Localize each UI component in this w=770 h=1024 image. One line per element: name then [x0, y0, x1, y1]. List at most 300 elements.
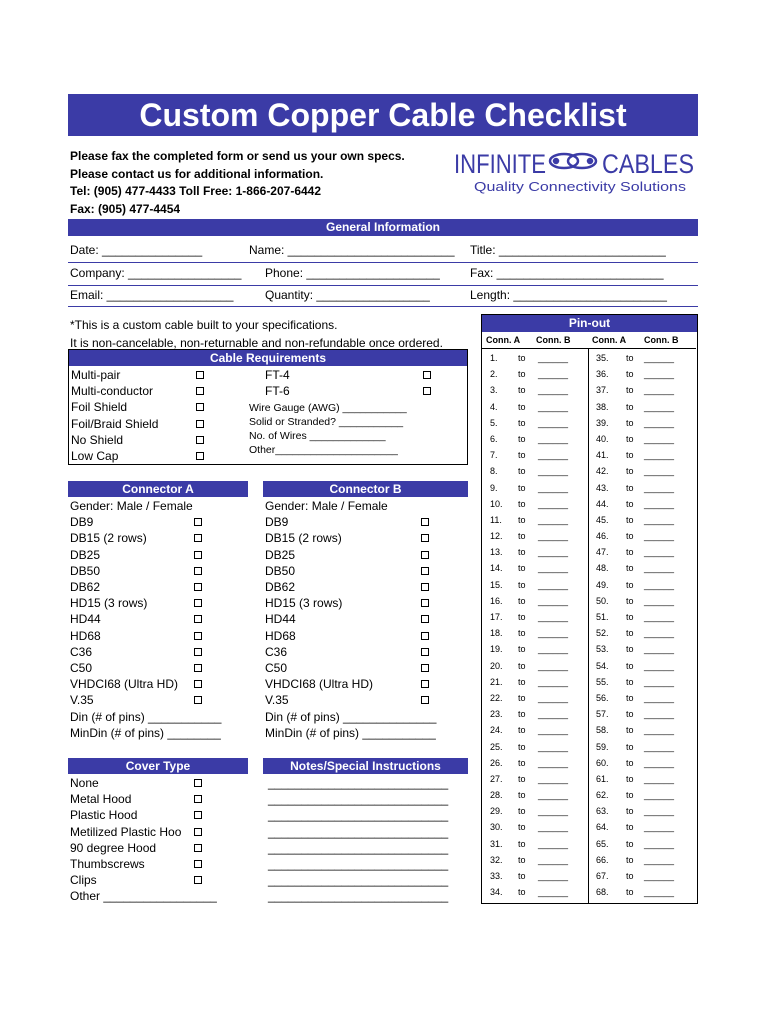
pin-number: 9.	[490, 482, 498, 493]
date-field[interactable]: Date: _______________	[70, 243, 203, 257]
pin-to-label: to	[518, 660, 526, 671]
checkbox[interactable]	[194, 860, 202, 868]
checkbox[interactable]	[423, 371, 431, 379]
pin-to-label: to	[626, 514, 634, 525]
checkbox[interactable]	[421, 664, 429, 672]
pin-conn-b-blank[interactable]: ______	[538, 498, 569, 509]
pin-to-label: to	[518, 595, 526, 606]
checkbox[interactable]	[194, 551, 202, 559]
pin-conn-b-blank[interactable]: ______	[644, 450, 675, 461]
pin-to-label: to	[518, 482, 526, 493]
pin-to-label: to	[518, 417, 526, 428]
checkbox[interactable]	[194, 680, 202, 688]
pin-conn-b-blank[interactable]: ______	[644, 628, 675, 639]
pin-conn-b-blank[interactable]: ______	[644, 433, 675, 444]
pinout-row	[482, 852, 696, 868]
pin-conn-b-blank[interactable]: ______	[538, 790, 569, 801]
item-label: Foil/Braid Shield	[71, 416, 159, 431]
checklist-item	[70, 692, 204, 708]
checklist-item	[70, 791, 204, 807]
pin-conn-b-blank[interactable]: ______	[538, 353, 569, 363]
item-label: DB9	[265, 515, 289, 530]
checkbox[interactable]	[421, 599, 429, 607]
pinout-row	[482, 755, 696, 771]
pin-to-label: to	[518, 466, 526, 477]
pin-conn-b-blank[interactable]: ______	[644, 498, 675, 509]
pin-conn-b-blank[interactable]: ______	[538, 579, 569, 590]
checkbox[interactable]	[421, 632, 429, 640]
item-label: Thumbscrews	[70, 857, 145, 872]
notice-line: It is non-cancelable, non-returnable and non-refundable once ordered.	[70, 336, 443, 350]
gender-selector[interactable]: Gender: Male / Female	[265, 499, 388, 513]
pin-conn-b-blank[interactable]: ______	[644, 482, 675, 493]
connector-a-header: Connector A	[68, 481, 248, 497]
pin-to-label: to	[518, 822, 526, 833]
checklist-item	[70, 595, 204, 611]
column-conn-a: Conn. A	[486, 335, 521, 345]
pin-conn-b-blank[interactable]: ______	[538, 401, 569, 412]
pinout-row	[482, 399, 696, 415]
pin-conn-b-blank[interactable]: ______	[538, 822, 569, 833]
pin-number: 41.	[596, 450, 609, 461]
logo-left-text: INFINITE	[454, 149, 546, 179]
pin-number: 56.	[596, 692, 609, 703]
pin-number: 65.	[596, 838, 609, 849]
pin-number: 42.	[596, 466, 609, 477]
cable-requirements-header: Cable Requirements	[69, 350, 467, 366]
pin-number: 21.	[490, 676, 503, 687]
pin-number: 15.	[490, 579, 503, 590]
pin-conn-b-blank[interactable]: ______	[538, 563, 569, 574]
pin-number: 29.	[490, 806, 503, 817]
pin-number: 53.	[596, 644, 609, 655]
pin-to-label: to	[518, 806, 526, 817]
item-label: Plastic Hood	[70, 808, 138, 823]
pin-to-label: to	[626, 450, 634, 461]
checkbox[interactable]	[194, 876, 202, 884]
notes-line[interactable]: ___________________________	[268, 824, 449, 839]
checklist-item	[70, 660, 204, 676]
pin-conn-b-blank[interactable]: ______	[644, 725, 675, 736]
pin-conn-b-blank[interactable]: ______	[644, 612, 675, 622]
pin-to-label: to	[518, 498, 526, 509]
pin-conn-b-blank[interactable]: ______	[644, 417, 675, 428]
item-label: No Shield	[71, 432, 124, 447]
notes-line[interactable]: ___________________________	[268, 889, 449, 904]
pin-to-label: to	[626, 676, 634, 687]
item-label: None	[70, 776, 99, 790]
pin-conn-b-blank[interactable]: ______	[538, 871, 569, 881]
pin-conn-b-blank[interactable]: ______	[644, 709, 675, 720]
pin-conn-b-blank[interactable]: ______	[644, 806, 675, 817]
pinout-row	[482, 431, 696, 447]
pin-conn-b-blank[interactable]: ______	[538, 676, 569, 687]
pin-number: 54.	[596, 660, 609, 671]
checkbox[interactable]	[194, 696, 202, 704]
pin-number: 48.	[596, 563, 609, 574]
fax-field[interactable]: Fax: _________________________	[470, 266, 664, 280]
checkbox[interactable]	[194, 648, 202, 656]
checkbox[interactable]	[194, 795, 202, 803]
item-label: HD68	[70, 628, 101, 643]
checkbox[interactable]	[194, 664, 202, 672]
checkbox[interactable]	[196, 387, 204, 395]
pin-conn-b-blank[interactable]: ______	[644, 353, 675, 363]
pin-number: 4.	[490, 401, 498, 412]
pin-number: 45.	[596, 514, 609, 525]
checkbox[interactable]	[421, 648, 429, 656]
checklist-item	[70, 856, 204, 872]
pin-to-label: to	[626, 709, 634, 720]
pin-conn-b-blank[interactable]: ______	[644, 871, 675, 881]
pin-conn-b-blank[interactable]: ______	[538, 385, 569, 396]
pin-to-label: to	[518, 871, 526, 881]
pin-conn-b-blank[interactable]: ______	[644, 854, 675, 865]
pin-to-label: to	[626, 563, 634, 574]
pin-to-label: to	[626, 854, 634, 865]
pin-to-label: to	[626, 773, 634, 784]
pin-conn-b-blank[interactable]: ______	[644, 644, 675, 655]
pin-number: 39.	[596, 417, 609, 428]
notes-line[interactable]: ___________________________	[268, 776, 449, 790]
pin-to-label: to	[518, 854, 526, 865]
pin-conn-b-blank[interactable]: ______	[538, 433, 569, 444]
pin-conn-b-blank[interactable]: ______	[538, 741, 569, 752]
pin-count-field[interactable]: Din (# of pins) ______________	[265, 709, 437, 724]
pinout-row	[482, 577, 696, 593]
pin-number: 24.	[490, 725, 503, 736]
pin-conn-b-blank[interactable]: ______	[538, 514, 569, 525]
pin-number: 58.	[596, 725, 609, 736]
name-field[interactable]: Name: _________________________	[249, 243, 455, 257]
pin-to-label: to	[518, 644, 526, 655]
checklist-item	[70, 775, 204, 791]
item-label: 90 degree Hood	[70, 840, 157, 855]
pin-number: 62.	[596, 790, 609, 801]
pin-conn-b-blank[interactable]: ______	[644, 401, 675, 412]
pin-conn-b-blank[interactable]: ______	[538, 757, 569, 768]
pinout-rows	[482, 350, 696, 900]
item-label: DB15 (2 rows)	[265, 531, 342, 546]
notes-line[interactable]: ___________________________	[268, 840, 449, 855]
checkbox[interactable]	[421, 518, 429, 526]
pin-to-label: to	[626, 644, 634, 655]
pin-to-label: to	[626, 887, 634, 898]
checkbox[interactable]	[194, 583, 202, 591]
pin-number: 22.	[490, 692, 503, 703]
pin-conn-b-blank[interactable]: ______	[538, 450, 569, 461]
checkbox[interactable]	[421, 680, 429, 688]
pin-number: 31.	[490, 838, 503, 849]
pin-conn-b-blank[interactable]: ______	[538, 628, 569, 639]
pin-conn-b-blank[interactable]: ______	[644, 757, 675, 768]
checkbox[interactable]	[423, 387, 431, 395]
pin-conn-b-blank[interactable]: ______	[644, 547, 675, 558]
pin-conn-b-blank[interactable]: ______	[644, 385, 675, 396]
pin-conn-b-blank[interactable]: ______	[644, 790, 675, 801]
checkbox[interactable]	[194, 599, 202, 607]
pin-to-label: to	[518, 676, 526, 687]
pin-number: 16.	[490, 595, 503, 606]
cable-spec-field[interactable]: Other_____________________	[249, 444, 398, 456]
pinout-row	[482, 641, 696, 657]
checkbox[interactable]	[421, 534, 429, 542]
pin-conn-b-blank[interactable]: ______	[644, 369, 675, 380]
cable-spec-field[interactable]: Solid or Stranded? ___________	[249, 416, 404, 428]
pin-conn-b-blank[interactable]: ______	[538, 806, 569, 817]
cable-field-list	[249, 401, 407, 457]
checklist-item	[70, 547, 204, 563]
page-title: Custom Copper Cable Checklist	[68, 94, 698, 136]
pin-conn-b-blank[interactable]: ______	[644, 887, 675, 898]
contact-line: Please contact us for additional information.	[70, 166, 324, 181]
pinout-column-headers	[482, 332, 696, 348]
pin-to-label: to	[626, 353, 634, 363]
cover-other-field[interactable]: Other _________________	[70, 889, 217, 904]
pin-conn-b-blank[interactable]: ______	[538, 709, 569, 720]
checklist-item	[265, 547, 431, 563]
pin-number: 1.	[490, 353, 498, 363]
checkbox[interactable]	[194, 615, 202, 623]
checklist-item	[265, 660, 431, 676]
checklist-item	[70, 644, 204, 660]
pin-conn-b-blank[interactable]: ______	[644, 773, 675, 784]
pin-number: 40.	[596, 433, 609, 444]
pinout-row	[482, 739, 696, 755]
pin-to-label: to	[626, 466, 634, 477]
pin-conn-b-blank[interactable]: ______	[644, 838, 675, 849]
pin-number: 50.	[596, 595, 609, 606]
checklist-item	[70, 611, 204, 627]
pin-to-label: to	[518, 725, 526, 736]
checkbox[interactable]	[194, 828, 202, 836]
title-field[interactable]: Title: _________________________	[470, 243, 666, 257]
checkbox[interactable]	[196, 371, 204, 379]
notes-line[interactable]: ___________________________	[268, 792, 449, 807]
pinout-header: Pin-out	[482, 315, 697, 332]
quantity-field[interactable]: Quantity: _________________	[265, 288, 430, 302]
pin-to-label: to	[626, 757, 634, 768]
pin-conn-b-blank[interactable]: ______	[538, 773, 569, 784]
checkbox[interactable]	[194, 518, 202, 526]
pinout-row	[482, 382, 696, 398]
pin-conn-b-blank[interactable]: ______	[538, 595, 569, 606]
pinout-table	[481, 314, 698, 904]
checklist-item	[71, 399, 211, 415]
checklist-item	[71, 416, 211, 432]
pin-conn-b-blank[interactable]: ______	[538, 531, 569, 542]
pin-conn-b-blank[interactable]: ______	[644, 676, 675, 687]
pinout-row	[482, 480, 696, 496]
pin-number: 63.	[596, 806, 609, 817]
pin-number: 2.	[490, 369, 498, 380]
checkbox[interactable]	[196, 420, 204, 428]
notes-lines	[268, 775, 448, 905]
pin-to-label: to	[518, 401, 526, 412]
cable-spec-field[interactable]: Wire Gauge (AWG) ___________	[249, 402, 407, 414]
pinout-row	[482, 512, 696, 528]
pinout-row	[482, 560, 696, 576]
pin-conn-b-blank[interactable]: ______	[538, 644, 569, 655]
divider	[482, 348, 696, 349]
item-label: DB50	[70, 563, 101, 578]
checklist-item	[70, 840, 204, 856]
pin-number: 17.	[490, 612, 503, 622]
pin-to-label: to	[626, 498, 634, 509]
checkbox[interactable]	[421, 583, 429, 591]
checklist-item	[70, 514, 204, 530]
general-info-header: General Information	[68, 219, 698, 236]
pin-number: 13.	[490, 547, 503, 558]
pin-number: 61.	[596, 773, 609, 784]
item-label: Multi-conductor	[71, 384, 154, 399]
checkbox[interactable]	[194, 811, 202, 819]
pin-to-label: to	[518, 433, 526, 444]
pin-number: 25.	[490, 741, 503, 752]
pinout-row	[482, 722, 696, 738]
notes-line[interactable]: ___________________________	[268, 808, 449, 823]
pin-number: 35.	[596, 353, 609, 363]
checkbox[interactable]	[421, 615, 429, 623]
pinout-row	[482, 625, 696, 641]
pinout-row	[482, 706, 696, 722]
pin-conn-b-blank[interactable]: ______	[538, 369, 569, 380]
checklist-item	[265, 563, 431, 579]
pin-conn-b-blank[interactable]: ______	[538, 854, 569, 865]
checklist-item	[265, 579, 431, 595]
checklist-item	[70, 628, 204, 644]
checkbox[interactable]	[421, 551, 429, 559]
pin-conn-b-blank[interactable]: ______	[644, 531, 675, 542]
pin-to-label: to	[626, 579, 634, 590]
checkbox[interactable]	[194, 567, 202, 575]
pin-conn-b-blank[interactable]: ______	[644, 692, 675, 703]
pin-number: 18.	[490, 628, 503, 639]
pin-to-label: to	[626, 531, 634, 542]
contact-info	[70, 148, 405, 218]
checkbox[interactable]	[194, 534, 202, 542]
pin-conn-b-blank[interactable]: ______	[538, 466, 569, 477]
pin-to-label: to	[518, 773, 526, 784]
checkbox[interactable]	[196, 436, 204, 444]
item-label: V.35	[70, 693, 94, 708]
notes-line[interactable]: ___________________________	[268, 857, 449, 872]
pin-to-label: to	[626, 692, 634, 703]
cable-spec-field[interactable]: No. of Wires _____________	[249, 430, 386, 442]
checklist-item	[70, 872, 204, 888]
pin-conn-b-blank[interactable]: ______	[538, 838, 569, 849]
pin-to-label: to	[518, 514, 526, 525]
pin-number: 23.	[490, 709, 503, 720]
item-label: HD44	[70, 612, 101, 627]
pin-conn-b-blank[interactable]: ______	[644, 579, 675, 590]
cable-requirements-box	[68, 349, 468, 465]
email-field[interactable]: Email: ___________________	[70, 288, 234, 302]
pin-conn-b-blank[interactable]: ______	[644, 466, 675, 477]
checkbox[interactable]	[196, 452, 204, 460]
pinout-row	[482, 366, 696, 382]
pin-number: 66.	[596, 854, 609, 865]
checkbox[interactable]	[421, 567, 429, 575]
pin-to-label: to	[626, 547, 634, 558]
pin-count-field[interactable]: Din (# of pins) ___________	[70, 709, 222, 724]
length-field[interactable]: Length: _______________________	[470, 288, 667, 302]
checkbox[interactable]	[194, 844, 202, 852]
pin-conn-b-blank[interactable]: ______	[644, 595, 675, 606]
checkbox[interactable]	[196, 403, 204, 411]
pin-number: 19.	[490, 644, 503, 655]
pin-to-label: to	[518, 628, 526, 639]
column-conn-b: Conn. B	[536, 335, 571, 345]
item-label: DB62	[265, 580, 296, 595]
pin-to-label: to	[518, 612, 526, 622]
checklist-item	[265, 514, 431, 530]
pin-conn-b-blank[interactable]: ______	[538, 660, 569, 671]
checkbox[interactable]	[194, 632, 202, 640]
phone-field[interactable]: Phone: ____________________	[265, 266, 440, 280]
notes-line[interactable]: ___________________________	[268, 873, 449, 888]
pin-to-label: to	[518, 531, 526, 542]
pin-number: 37.	[596, 385, 609, 396]
pin-conn-b-blank[interactable]: ______	[644, 514, 675, 525]
pin-number: 36.	[596, 369, 609, 380]
pinout-row	[482, 836, 696, 852]
pin-conn-b-blank[interactable]: ______	[538, 547, 569, 558]
item-label: HD68	[265, 628, 296, 643]
pinout-row	[482, 593, 696, 609]
checklist-item	[265, 628, 431, 644]
company-field[interactable]: Company: _________________	[70, 266, 242, 280]
pin-count-field[interactable]: MinDin (# of pins) ___________	[265, 725, 436, 740]
pin-conn-b-blank[interactable]: ______	[538, 482, 569, 493]
pin-number: 49.	[596, 579, 609, 590]
checklist-item	[71, 448, 211, 464]
item-label: HD15 (3 rows)	[70, 596, 148, 611]
checklist-item	[70, 579, 204, 595]
pin-to-label: to	[518, 579, 526, 590]
pinout-row	[482, 674, 696, 690]
checklist-item	[70, 530, 204, 546]
pin-number: 34.	[490, 887, 503, 898]
pin-conn-b-blank[interactable]: ______	[644, 563, 675, 574]
pin-to-label: to	[518, 692, 526, 703]
pin-count-field[interactable]: MinDin (# of pins) ________	[70, 725, 221, 740]
pin-to-label: to	[626, 822, 634, 833]
pin-conn-b-blank[interactable]: ______	[538, 725, 569, 736]
checkbox[interactable]	[421, 696, 429, 704]
pin-conn-b-blank[interactable]: ______	[538, 417, 569, 428]
item-label: DB62	[70, 580, 101, 595]
pin-number: 11.	[490, 514, 502, 525]
pin-conn-b-blank[interactable]: ______	[644, 741, 675, 752]
pin-to-label: to	[626, 482, 634, 493]
checkbox[interactable]	[194, 779, 202, 787]
pin-number: 32.	[490, 854, 503, 865]
pin-conn-b-blank[interactable]: ______	[538, 692, 569, 703]
pinout-row	[482, 350, 696, 366]
pin-to-label: to	[626, 433, 634, 444]
gender-selector[interactable]: Gender: Male / Female	[70, 499, 193, 513]
pin-to-label: to	[626, 790, 634, 801]
pin-conn-b-blank[interactable]: ______	[538, 612, 569, 622]
pin-conn-b-blank[interactable]: ______	[644, 660, 675, 671]
pinout-row	[482, 658, 696, 674]
logo-right-text: CABLES	[602, 149, 694, 179]
contact-line: Tel: (905) 477-4433 Toll Free: 1-866-207-6442	[70, 184, 322, 198]
pin-conn-b-blank[interactable]: ______	[644, 822, 675, 833]
item-label: FT-4	[265, 368, 290, 382]
pin-conn-b-blank[interactable]: ______	[538, 887, 569, 898]
